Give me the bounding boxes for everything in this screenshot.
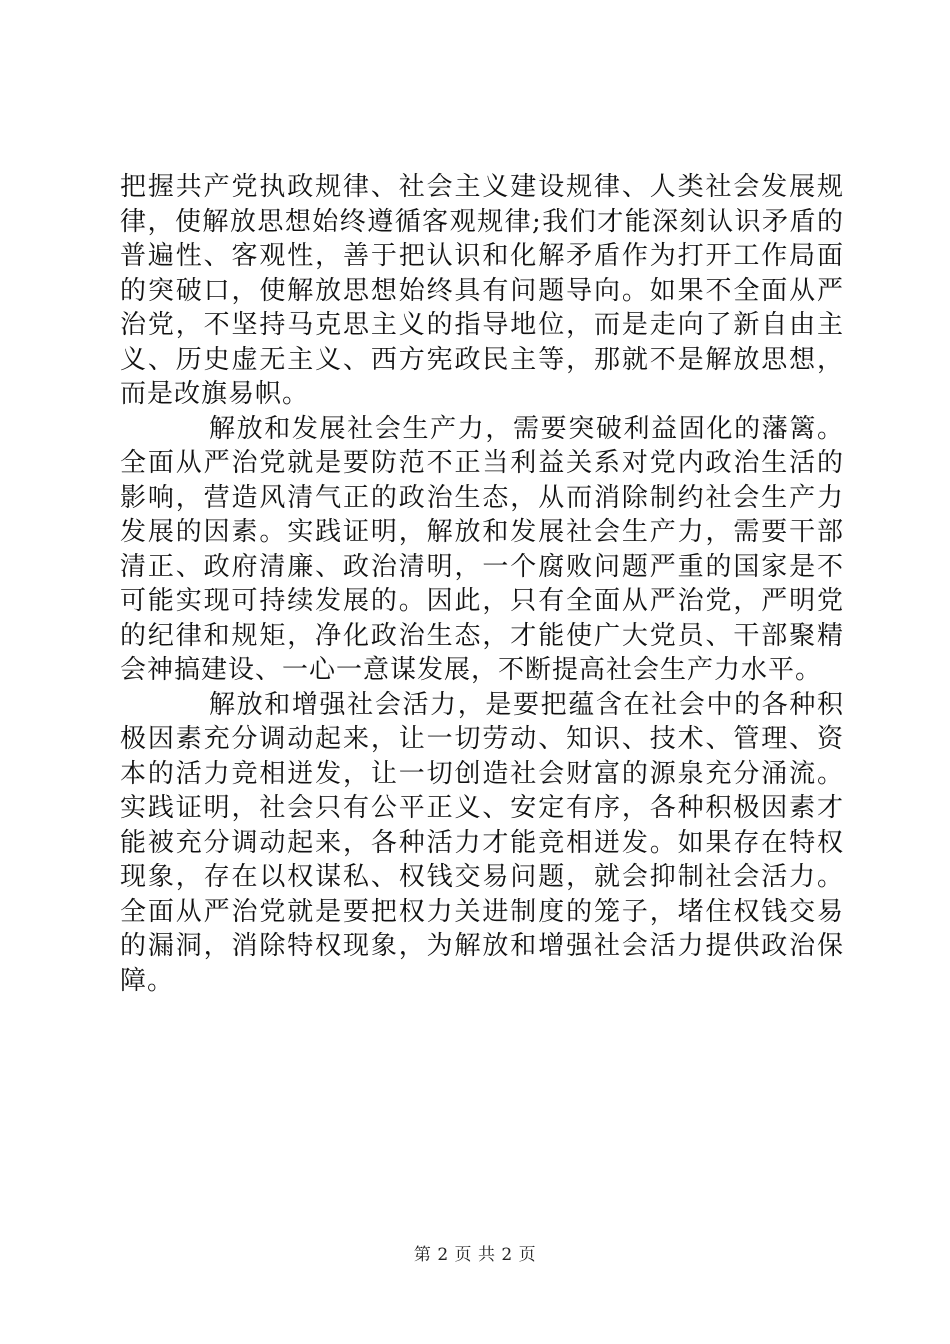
paragraph-productivity: 解放和发展社会生产力，需要突破利益固化的藩篱。全面从严治党就是要防范不正当利益关系对党内政治生活的影响，营造风清气正的政治生态，从而消除制约社会生产力发展的因素。实践证明，解放和发展社会生产力，需要干部清正、政府清廉、政治清明，一个腐败问题严重的国家是不可能实现可持续发展的。因此，只有全面从严治党，严明党的纪律和规矩，净化政治生态，才能使广大党员、干部聚精会神搞建设、一心一意谋发展，不断提高社会生产力水平。 xyxy=(120,413,844,685)
paragraph-continued: 把握共产党执政规律、社会主义建设规律、人类社会发展规律，使解放思想始终遵循客观规律;我们才能深刻认识矛盾的普遍性、客观性，善于把认识和化解矛盾作为打开工作局面的突破口，使解放思想始终具有问题导向。如果不全面从严治党，不坚持马克思主义的指导地位，而是走向了新自由主义、历史虚无主义、西方宪政民主等，那就不是解放思想，而是改旗易帜。 xyxy=(120,172,844,409)
document-body xyxy=(120,170,844,998)
paragraph-social-vitality: 解放和增强社会活力，是要把蕴含在社会中的各种积极因素充分调动起来，让一切劳动、知识、技术、管理、资本的活力竞相迸发，让一切创造社会财富的源泉充分涌流。实践证明，社会只有公平正义、安定有序，各种积极因素才能被充分调动起来，各种活力才能竞相迸发。如果存在特权现象，存在以权谋私、权钱交易问题，就会抑制社会活力。全面从严治党就是要把权力关进制度的笼子，堵住权钱交易的漏洞，消除特权现象，为解放和增强社会活力提供政治保障。 xyxy=(120,689,844,996)
page-number-footer: 第 2 页 共 2 页 xyxy=(413,1245,537,1265)
